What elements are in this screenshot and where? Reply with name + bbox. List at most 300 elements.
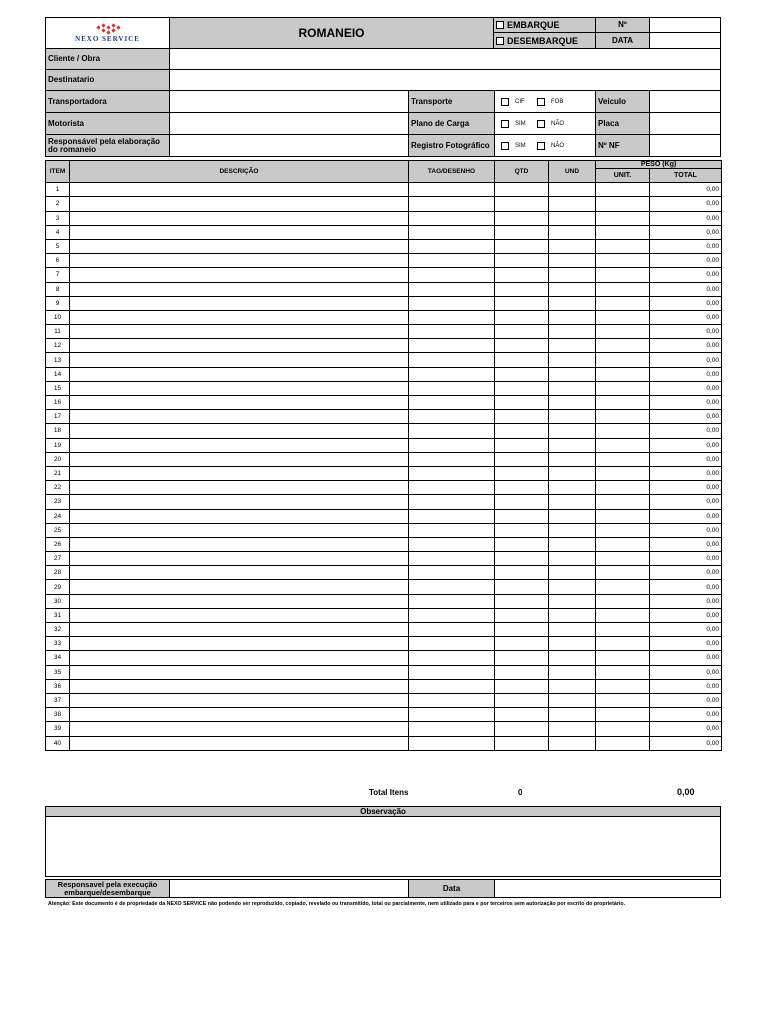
tag-cell[interactable] xyxy=(409,254,495,268)
plano-nao-label: NÃO xyxy=(551,120,565,127)
descricao-cell[interactable] xyxy=(70,310,409,324)
item-number: 38 xyxy=(46,708,70,722)
transporte-options[interactable] xyxy=(494,90,596,113)
table-row xyxy=(46,537,722,551)
descricao-cell[interactable] xyxy=(70,651,409,665)
table-row xyxy=(46,339,722,353)
qtd-cell[interactable] xyxy=(495,481,549,495)
footer-data-field[interactable] xyxy=(494,879,721,898)
descricao-cell[interactable] xyxy=(70,665,409,679)
qtd-cell[interactable] xyxy=(495,509,549,523)
descricao-cell[interactable] xyxy=(70,438,409,452)
plano-nao-checkbox[interactable] xyxy=(537,120,545,128)
placa-field[interactable] xyxy=(649,112,721,135)
motorista-field[interactable] xyxy=(169,112,409,135)
item-number: 22 xyxy=(46,481,70,495)
tag-cell[interactable] xyxy=(409,353,495,367)
qtd-cell[interactable] xyxy=(495,651,549,665)
col-descricao: DESCRIÇÃO xyxy=(70,161,409,183)
tag-cell[interactable] xyxy=(409,268,495,282)
descricao-cell[interactable] xyxy=(70,282,409,296)
footer-data-label: Data xyxy=(408,879,495,898)
peso-unit-cell[interactable] xyxy=(596,410,650,424)
und-cell[interactable] xyxy=(549,424,596,438)
descricao-cell[interactable] xyxy=(70,381,409,395)
und-cell[interactable] xyxy=(549,708,596,722)
qtd-cell[interactable] xyxy=(495,708,549,722)
desembarque-checkbox[interactable] xyxy=(496,37,504,45)
peso-unit-cell[interactable] xyxy=(596,495,650,509)
nf-field[interactable] xyxy=(649,134,721,157)
peso-total-cell: 0,00 xyxy=(650,367,722,381)
tag-cell[interactable] xyxy=(409,708,495,722)
tag-cell[interactable] xyxy=(409,197,495,211)
tag-cell[interactable] xyxy=(409,594,495,608)
qtd-cell[interactable] xyxy=(495,339,549,353)
qtd-cell[interactable] xyxy=(495,552,549,566)
descricao-cell[interactable] xyxy=(70,452,409,466)
motorista-label: Motorista xyxy=(45,112,170,135)
fob-checkbox[interactable] xyxy=(537,98,545,106)
descricao-cell[interactable] xyxy=(70,523,409,537)
responsavel-execucao-field[interactable] xyxy=(169,879,409,898)
und-cell[interactable] xyxy=(549,239,596,253)
tag-cell[interactable] xyxy=(409,481,495,495)
table-row xyxy=(46,183,722,197)
descricao-cell[interactable] xyxy=(70,637,409,651)
peso-unit-cell[interactable] xyxy=(596,552,650,566)
qtd-cell[interactable] xyxy=(495,211,549,225)
nf-label: Nº NF xyxy=(595,134,650,157)
cif-checkbox[interactable] xyxy=(501,98,509,106)
und-cell[interactable] xyxy=(549,736,596,750)
und-cell[interactable] xyxy=(549,651,596,665)
qtd-cell[interactable] xyxy=(495,438,549,452)
data-field[interactable] xyxy=(649,32,721,49)
descricao-cell[interactable] xyxy=(70,679,409,693)
peso-unit-cell[interactable] xyxy=(596,594,650,608)
qtd-cell[interactable] xyxy=(495,381,549,395)
peso-unit-cell[interactable] xyxy=(596,637,650,651)
und-cell[interactable] xyxy=(549,396,596,410)
item-number: 14 xyxy=(46,367,70,381)
item-number: 10 xyxy=(46,310,70,324)
und-cell[interactable] xyxy=(549,523,596,537)
destinatario-field[interactable] xyxy=(169,69,721,91)
qtd-cell[interactable] xyxy=(495,353,549,367)
tag-cell[interactable] xyxy=(409,623,495,637)
table-row xyxy=(46,211,722,225)
table-row xyxy=(46,580,722,594)
table-row xyxy=(46,325,722,339)
tag-cell[interactable] xyxy=(409,608,495,622)
plano-sim-checkbox[interactable] xyxy=(501,120,509,128)
registro-foto-options[interactable] xyxy=(494,134,596,157)
descricao-cell[interactable] xyxy=(70,239,409,253)
und-cell[interactable] xyxy=(549,580,596,594)
table-row xyxy=(46,466,722,480)
descricao-cell[interactable] xyxy=(70,537,409,551)
tag-cell[interactable] xyxy=(409,523,495,537)
col-und: UND xyxy=(549,161,596,183)
descricao-cell[interactable] xyxy=(70,466,409,480)
descricao-cell[interactable] xyxy=(70,481,409,495)
descricao-cell[interactable] xyxy=(70,211,409,225)
plano-carga-options[interactable] xyxy=(494,112,596,135)
qtd-cell[interactable] xyxy=(495,665,549,679)
peso-unit-cell[interactable] xyxy=(596,481,650,495)
peso-unit-cell[interactable] xyxy=(596,282,650,296)
und-cell[interactable] xyxy=(549,466,596,480)
und-cell[interactable] xyxy=(549,509,596,523)
peso-unit-cell[interactable] xyxy=(596,367,650,381)
descricao-cell[interactable] xyxy=(70,339,409,353)
peso-total-cell: 0,00 xyxy=(650,693,722,707)
und-cell[interactable] xyxy=(549,665,596,679)
peso-unit-cell[interactable] xyxy=(596,438,650,452)
tag-cell[interactable] xyxy=(409,537,495,551)
und-cell[interactable] xyxy=(549,410,596,424)
peso-total-cell: 0,00 xyxy=(650,225,722,239)
cliente-label: Cliente / Obra xyxy=(45,48,170,70)
und-cell[interactable] xyxy=(549,254,596,268)
tag-cell[interactable] xyxy=(409,225,495,239)
descricao-cell[interactable] xyxy=(70,509,409,523)
descricao-cell[interactable] xyxy=(70,410,409,424)
responsavel-elaboracao-field[interactable] xyxy=(169,134,409,157)
und-cell[interactable] xyxy=(549,452,596,466)
total-peso: 0,00 xyxy=(677,787,695,797)
tag-cell[interactable] xyxy=(409,736,495,750)
peso-unit-cell[interactable] xyxy=(596,580,650,594)
descricao-cell[interactable] xyxy=(70,708,409,722)
col-total: TOTAL xyxy=(650,169,722,183)
tag-cell[interactable] xyxy=(409,438,495,452)
und-cell[interactable] xyxy=(549,566,596,580)
tag-cell[interactable] xyxy=(409,325,495,339)
table-row xyxy=(46,693,722,707)
table-row xyxy=(46,254,722,268)
und-cell[interactable] xyxy=(549,495,596,509)
und-cell[interactable] xyxy=(549,693,596,707)
qtd-cell[interactable] xyxy=(495,495,549,509)
descricao-cell[interactable] xyxy=(70,623,409,637)
peso-unit-cell[interactable] xyxy=(596,353,650,367)
peso-unit-cell[interactable] xyxy=(596,523,650,537)
tag-cell[interactable] xyxy=(409,282,495,296)
peso-total-cell: 0,00 xyxy=(650,736,722,750)
peso-unit-cell[interactable] xyxy=(596,239,650,253)
responsavel-execucao-label: Responsavel pela execução embarque/desembarque xyxy=(45,879,170,898)
qtd-cell[interactable] xyxy=(495,608,549,622)
qtd-cell[interactable] xyxy=(495,693,549,707)
embarque-cell[interactable] xyxy=(493,17,596,33)
numero-field[interactable] xyxy=(649,17,721,33)
descricao-cell[interactable] xyxy=(70,367,409,381)
qtd-cell[interactable] xyxy=(495,310,549,324)
tag-cell[interactable] xyxy=(409,452,495,466)
tag-cell[interactable] xyxy=(409,381,495,395)
peso-total-cell: 0,00 xyxy=(650,183,722,197)
foto-sim-checkbox[interactable] xyxy=(501,142,509,150)
und-cell[interactable] xyxy=(549,481,596,495)
qtd-cell[interactable] xyxy=(495,282,549,296)
table-row xyxy=(46,495,722,509)
observacao-field[interactable] xyxy=(45,816,721,877)
descricao-cell[interactable] xyxy=(70,566,409,580)
und-cell[interactable] xyxy=(549,623,596,637)
peso-total-cell: 0,00 xyxy=(650,296,722,310)
qtd-cell[interactable] xyxy=(495,452,549,466)
peso-unit-cell[interactable] xyxy=(596,268,650,282)
col-qtd: QTD xyxy=(495,161,549,183)
peso-unit-cell[interactable] xyxy=(596,183,650,197)
descricao-cell[interactable] xyxy=(70,424,409,438)
responsavel-elaboracao-label: Responsável pela elaboração do romaneio xyxy=(45,134,170,157)
tag-cell[interactable] xyxy=(409,396,495,410)
descricao-cell[interactable] xyxy=(70,495,409,509)
und-cell[interactable] xyxy=(549,552,596,566)
table-row xyxy=(46,708,722,722)
peso-total-cell: 0,00 xyxy=(650,438,722,452)
tag-cell[interactable] xyxy=(409,552,495,566)
descricao-cell[interactable] xyxy=(70,254,409,268)
qtd-cell[interactable] xyxy=(495,367,549,381)
und-cell[interactable] xyxy=(549,197,596,211)
item-number: 19 xyxy=(46,438,70,452)
peso-total-cell: 0,00 xyxy=(650,282,722,296)
peso-unit-cell[interactable] xyxy=(596,566,650,580)
descricao-cell[interactable] xyxy=(70,183,409,197)
item-number: 1 xyxy=(46,183,70,197)
qtd-cell[interactable] xyxy=(495,623,549,637)
qtd-cell[interactable] xyxy=(495,537,549,551)
peso-total-cell: 0,00 xyxy=(650,239,722,253)
peso-unit-cell[interactable] xyxy=(596,693,650,707)
tag-cell[interactable] xyxy=(409,651,495,665)
descricao-cell[interactable] xyxy=(70,396,409,410)
descricao-cell[interactable] xyxy=(70,325,409,339)
qtd-cell[interactable] xyxy=(495,183,549,197)
descricao-cell[interactable] xyxy=(70,268,409,282)
items-body xyxy=(46,183,722,751)
tag-cell[interactable] xyxy=(409,495,495,509)
tag-cell[interactable] xyxy=(409,580,495,594)
peso-unit-cell[interactable] xyxy=(596,225,650,239)
peso-unit-cell[interactable] xyxy=(596,296,650,310)
descricao-cell[interactable] xyxy=(70,736,409,750)
peso-unit-cell[interactable] xyxy=(596,396,650,410)
peso-unit-cell[interactable] xyxy=(596,211,650,225)
peso-unit-cell[interactable] xyxy=(596,339,650,353)
descricao-cell[interactable] xyxy=(70,608,409,622)
und-cell[interactable] xyxy=(549,339,596,353)
tag-cell[interactable] xyxy=(409,509,495,523)
peso-unit-cell[interactable] xyxy=(596,736,650,750)
und-cell[interactable] xyxy=(549,296,596,310)
und-cell[interactable] xyxy=(549,211,596,225)
qtd-cell[interactable] xyxy=(495,594,549,608)
tag-cell[interactable] xyxy=(409,339,495,353)
peso-unit-cell[interactable] xyxy=(596,537,650,551)
item-number: 36 xyxy=(46,679,70,693)
tag-cell[interactable] xyxy=(409,566,495,580)
und-cell[interactable] xyxy=(549,594,596,608)
qtd-cell[interactable] xyxy=(495,197,549,211)
peso-unit-cell[interactable] xyxy=(596,424,650,438)
item-number: 31 xyxy=(46,608,70,622)
logo-text: NEXO SERVICE xyxy=(75,35,140,43)
item-number: 37 xyxy=(46,693,70,707)
qtd-cell[interactable] xyxy=(495,679,549,693)
descricao-cell[interactable] xyxy=(70,296,409,310)
und-cell[interactable] xyxy=(549,310,596,324)
peso-unit-cell[interactable] xyxy=(596,679,650,693)
qtd-cell[interactable] xyxy=(495,466,549,480)
descricao-cell[interactable] xyxy=(70,225,409,239)
peso-unit-cell[interactable] xyxy=(596,651,650,665)
tag-cell[interactable] xyxy=(409,296,495,310)
und-cell[interactable] xyxy=(549,282,596,296)
cliente-field[interactable] xyxy=(169,48,721,70)
peso-unit-cell[interactable] xyxy=(596,665,650,679)
peso-total-cell: 0,00 xyxy=(650,197,722,211)
peso-unit-cell[interactable] xyxy=(596,623,650,637)
peso-total-cell: 0,00 xyxy=(650,679,722,693)
qtd-cell[interactable] xyxy=(495,410,549,424)
und-cell[interactable] xyxy=(549,722,596,736)
descricao-cell[interactable] xyxy=(70,197,409,211)
peso-unit-cell[interactable] xyxy=(596,708,650,722)
qtd-cell[interactable] xyxy=(495,580,549,594)
qtd-cell[interactable] xyxy=(495,722,549,736)
item-number: 12 xyxy=(46,339,70,353)
item-number: 26 xyxy=(46,537,70,551)
qtd-cell[interactable] xyxy=(495,239,549,253)
data-label: DATA xyxy=(595,32,650,49)
peso-unit-cell[interactable] xyxy=(596,722,650,736)
item-number: 15 xyxy=(46,381,70,395)
qtd-cell[interactable] xyxy=(495,268,549,282)
und-cell[interactable] xyxy=(549,438,596,452)
table-row xyxy=(46,608,722,622)
tag-cell[interactable] xyxy=(409,239,495,253)
und-cell[interactable] xyxy=(549,367,596,381)
embarque-checkbox[interactable] xyxy=(496,21,504,29)
table-row xyxy=(46,438,722,452)
item-number: 35 xyxy=(46,665,70,679)
table-row xyxy=(46,296,722,310)
qtd-cell[interactable] xyxy=(495,523,549,537)
tag-cell[interactable] xyxy=(409,466,495,480)
fob-label: FOB xyxy=(551,98,564,105)
peso-total-cell: 0,00 xyxy=(650,623,722,637)
table-row xyxy=(46,736,722,750)
destinatario-label: Destinatario xyxy=(45,69,170,91)
tag-cell[interactable] xyxy=(409,637,495,651)
table-row xyxy=(46,225,722,239)
tag-cell[interactable] xyxy=(409,367,495,381)
peso-unit-cell[interactable] xyxy=(596,509,650,523)
und-cell[interactable] xyxy=(549,268,596,282)
veiculo-field[interactable] xyxy=(649,90,721,113)
und-cell[interactable] xyxy=(549,679,596,693)
qtd-cell[interactable] xyxy=(495,396,549,410)
qtd-cell[interactable] xyxy=(495,225,549,239)
qtd-cell[interactable] xyxy=(495,254,549,268)
tag-cell[interactable] xyxy=(409,693,495,707)
tag-cell[interactable] xyxy=(409,410,495,424)
peso-unit-cell[interactable] xyxy=(596,608,650,622)
und-cell[interactable] xyxy=(549,537,596,551)
table-row xyxy=(46,523,722,537)
descricao-cell[interactable] xyxy=(70,580,409,594)
und-cell[interactable] xyxy=(549,325,596,339)
und-cell[interactable] xyxy=(549,608,596,622)
descricao-cell[interactable] xyxy=(70,722,409,736)
peso-total-cell: 0,00 xyxy=(650,665,722,679)
tag-cell[interactable] xyxy=(409,665,495,679)
items-table xyxy=(45,160,722,751)
tag-cell[interactable] xyxy=(409,424,495,438)
und-cell[interactable] xyxy=(549,353,596,367)
peso-unit-cell[interactable] xyxy=(596,325,650,339)
tag-cell[interactable] xyxy=(409,310,495,324)
item-number: 4 xyxy=(46,225,70,239)
und-cell[interactable] xyxy=(549,381,596,395)
peso-unit-cell[interactable] xyxy=(596,381,650,395)
peso-total-cell: 0,00 xyxy=(650,466,722,480)
descricao-cell[interactable] xyxy=(70,693,409,707)
page-title xyxy=(169,17,494,49)
desembarque-cell[interactable] xyxy=(493,32,596,49)
col-item: ITEM xyxy=(46,161,70,183)
item-number: 32 xyxy=(46,623,70,637)
und-cell[interactable] xyxy=(549,183,596,197)
transportadora-field[interactable] xyxy=(169,90,409,113)
qtd-cell[interactable] xyxy=(495,325,549,339)
item-number: 27 xyxy=(46,552,70,566)
observacao-label: Observação xyxy=(45,806,721,817)
item-number: 16 xyxy=(46,396,70,410)
qtd-cell[interactable] xyxy=(495,424,549,438)
qtd-cell[interactable] xyxy=(495,637,549,651)
peso-unit-cell[interactable] xyxy=(596,254,650,268)
tag-cell[interactable] xyxy=(409,722,495,736)
und-cell[interactable] xyxy=(549,637,596,651)
item-number: 30 xyxy=(46,594,70,608)
descricao-cell[interactable] xyxy=(70,594,409,608)
peso-unit-cell[interactable] xyxy=(596,197,650,211)
qtd-cell[interactable] xyxy=(495,736,549,750)
embarque-label: EMBARQUE xyxy=(507,20,560,30)
qtd-cell[interactable] xyxy=(495,566,549,580)
foto-nao-checkbox[interactable] xyxy=(537,142,545,150)
item-number: 40 xyxy=(46,736,70,750)
item-number: 28 xyxy=(46,566,70,580)
und-cell[interactable] xyxy=(549,225,596,239)
qtd-cell[interactable] xyxy=(495,296,549,310)
tag-cell[interactable] xyxy=(409,183,495,197)
tag-cell[interactable] xyxy=(409,679,495,693)
peso-unit-cell[interactable] xyxy=(596,452,650,466)
peso-unit-cell[interactable] xyxy=(596,466,650,480)
tag-cell[interactable] xyxy=(409,211,495,225)
foto-nao-label: NÃO xyxy=(551,142,565,149)
peso-unit-cell[interactable] xyxy=(596,310,650,324)
descricao-cell[interactable] xyxy=(70,353,409,367)
descricao-cell[interactable] xyxy=(70,552,409,566)
